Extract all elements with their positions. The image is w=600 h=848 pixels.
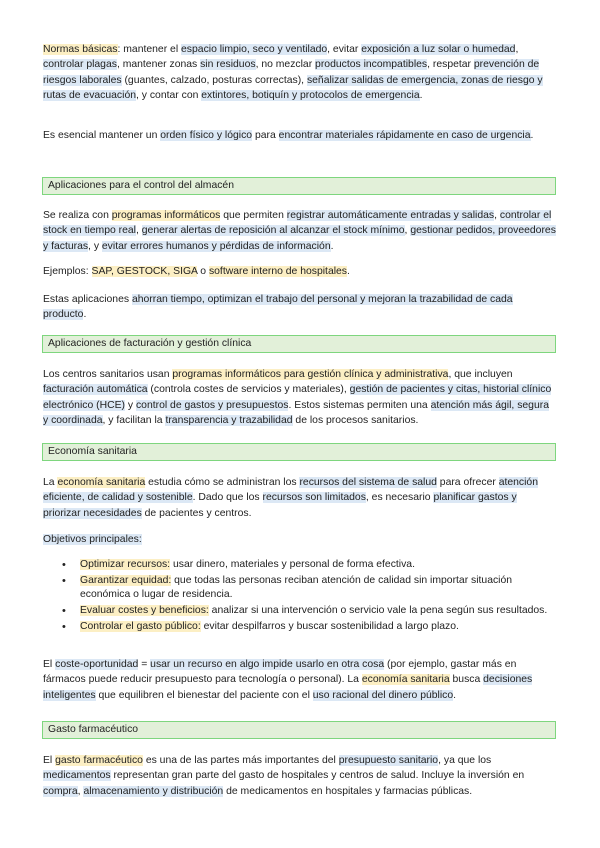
list-item: • Controlar el gasto público: evitar despilfarros y buscar sostenibilidad a largo plazo. <box>43 620 557 634</box>
almacen-benefits: Estas aplicaciones ahorran tiempo, optimizan el trabajo del personal y mejoran la trazabilidad de cada producto. <box>43 294 513 321</box>
gasto-paragraph: El gasto farmacéutico es una de las partes más importantes del presupuesto sanitario, ya que los medicamentos representan gran parte del gasto de hospitales y centros de salud. Incluye la inversión en compra, almacenamiento y distribución de medicamentos en hospitales y farmacias públicas. <box>43 755 525 797</box>
facturacion-paragraph: Los centros sanitarios usan programas informáticos para gestión clínica y administrativa, que incluyen facturación automática (controla costes de servicios y materiales), gestión de pacientes y citas, historial clínico electrónico (HCE) y control de gastos y presupuestos. Estos sistemas permiten una atención más ágil, segura y coordinada, y facilitan la transparencia y trazabilidad de los procesos sanitarios. <box>43 369 552 427</box>
section-heading-facturacion: Aplicaciones de facturación y gestión clínica <box>42 335 556 353</box>
objectives-label: Objetivos principales: <box>43 534 142 545</box>
list-item: • Garantizar equidad: que todas las personas reciban atención de calidad sin importar situación económica o lugar de residencia. <box>43 574 557 602</box>
section-heading-economia: Economía sanitaria <box>42 443 556 461</box>
section-heading-almacen: Aplicaciones para el control del almacén <box>42 177 556 195</box>
almacen-examples: Ejemplos: SAP, GESTOCK, SIGA o software interno de hospitales. <box>43 266 350 277</box>
economia-paragraph: La economía sanitaria estudia cómo se administran los recursos del sistema de salud para ofrecer atención eficiente, de calidad y sostenible. Dado que los recursos son limitados, es necesario planificar gastos y priorizar necesidades de pacientes y centros. <box>43 477 538 519</box>
list-item: • Evaluar costes y beneficios: analizar si una intervención o servicio vale la pena según sus resultados. <box>43 604 557 618</box>
section-heading-gasto: Gasto farmacéutico <box>42 721 556 739</box>
intro-paragraph-2: Es esencial mantener un orden físico y lógico para encontrar materiales rápidamente en caso de urgencia. <box>43 130 534 141</box>
list-item: • Optimizar recursos: usar dinero, materiales y personal de forma efectiva. <box>43 558 557 572</box>
coste-oportunidad-paragraph: El coste-oportunidad = usar un recurso en algo impide usarlo en otra cosa (por ejemplo, gastar más en fármacos puede reducir presupuesto para tecnología o personal). La economía sanitaria busca decisiones inteligentes que equilibren el bienestar del paciente con el uso racional del dinero público. <box>43 659 533 701</box>
objectives-list <box>43 558 557 636</box>
intro-paragraph: Normas básicas: mantener el espacio limpio, seco y ventilado, evitar exposición a luz solar o humedad, controlar plagas, mantener zonas sin residuos, no mezclar productos incompatibles, respetar prevención de riesgos laborales (guantes, calzado, posturas correctas), señalizar salidas de emergencia, zonas de riesgo y rutas de evacuación, y contar con extintores, botiquín y protocolos de emergencia. <box>43 44 543 102</box>
almacen-paragraph: Se realiza con programas informáticos que permiten registrar automáticamente entradas y salidas, controlar el stock en tiempo real, generar alertas de reposición al alcanzar el stock mínimo, gestionar pedidos, proveedores y facturas, y evitar errores humanos y pérdidas de información. <box>43 210 556 252</box>
